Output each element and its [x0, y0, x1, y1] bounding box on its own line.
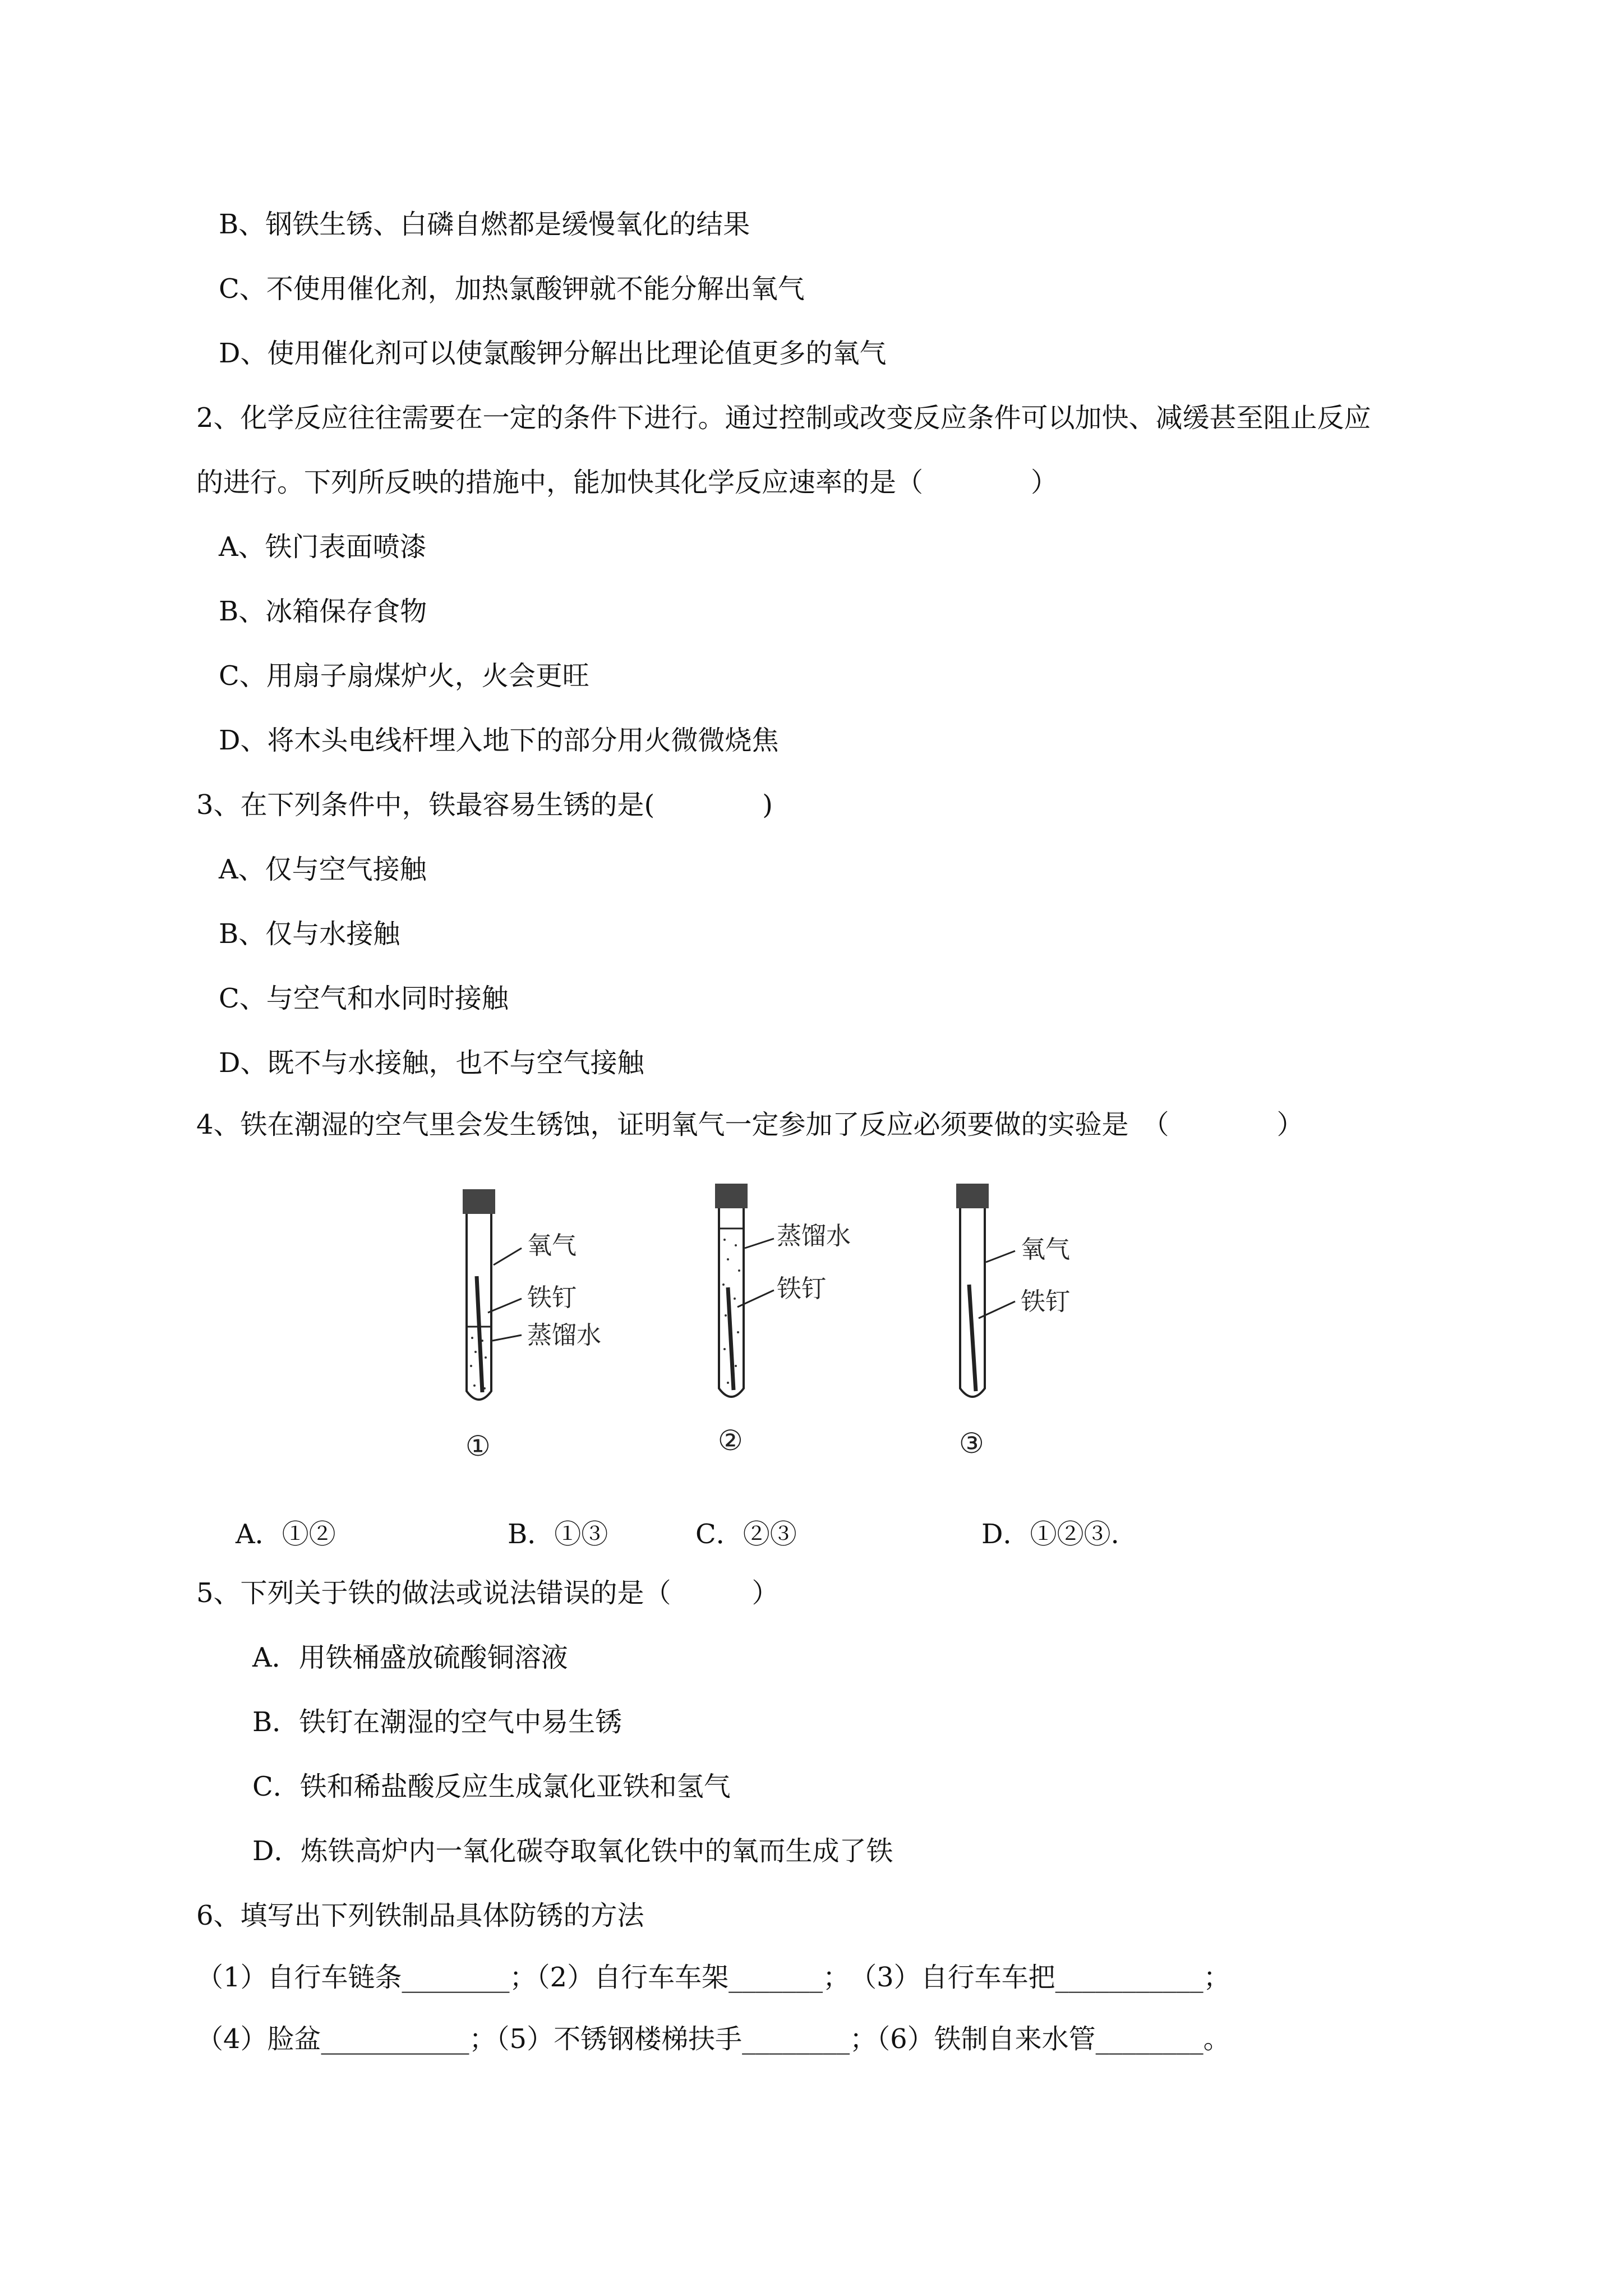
q3-stem: 3、在下列条件中，铁最容易生锈的是( ): [196, 789, 773, 821]
tube1-label-3: 蒸馏水: [527, 1321, 601, 1350]
iron-nail-3: [969, 1285, 976, 1391]
q2-option-d: D、将木头电线杆埋入地下的部分用火微微烧焦: [219, 725, 779, 756]
q6-stem: 6、填写出下列铁制品具体防锈的方法: [196, 1900, 644, 1931]
q4-option-b: B．①③: [508, 1519, 608, 1550]
q5-option-d: D．炼铁高炉内一氧化碳夺取氧化铁中的氧而生成了铁: [252, 1835, 893, 1867]
q1-option-c: C、不使用催化剂，加热氯酸钾就不能分解出氧气: [219, 273, 805, 305]
q3-option-a: A、仅与空气接触: [219, 854, 427, 885]
tube2-label-2: 铁钉: [777, 1274, 826, 1303]
q4-option-a: A．①②: [236, 1519, 336, 1550]
q4-option-c: C．②③: [695, 1519, 797, 1550]
q2-option-b: B、冰箱保存食物: [219, 596, 427, 627]
tube3-number: ③: [959, 1427, 984, 1460]
stopper-3: [956, 1184, 989, 1208]
q6-row-2: （4）脸盆___________；（5）不锈钢楼梯扶手________；（6）铁制自来水管________。: [196, 2023, 1230, 2055]
q5-option-b: B．铁钉在潮湿的空气中易生锈: [252, 1706, 623, 1738]
tube-2: [715, 1184, 851, 1457]
stopper-1: [463, 1189, 495, 1214]
q2-option-c: C、用扇子扇煤炉火，火会更旺: [219, 660, 589, 692]
q5-option-a: A．用铁桶盛放硫酸铜溶液: [252, 1642, 568, 1673]
test-tube-figure: [437, 1172, 1166, 1487]
q2-stem-line2: 的进行。下列所反映的措施中，能加快其化学反应速率的是（ ）: [196, 467, 1058, 498]
tube3-label-1: 氧气: [1021, 1235, 1070, 1264]
iron-nail-2: [728, 1287, 734, 1390]
tube3-label-2: 铁钉: [1021, 1287, 1070, 1316]
q5-option-c: C．铁和稀盐酸反应生成氯化亚铁和氢气: [252, 1771, 731, 1802]
q5-stem: 5、下列关于铁的做法或说法错误的是（ ）: [196, 1577, 779, 1609]
q3-option-d: D、既不与水接触，也不与空气接触: [219, 1047, 644, 1079]
q2-stem-line1: 2、化学反应往往需要在一定的条件下进行。通过控制或改变反应条件可以加快、减缓甚至阻止反应: [196, 402, 1371, 434]
tube2-number: ②: [718, 1424, 743, 1457]
q3-option-c: C、与空气和水同时接触: [219, 983, 509, 1014]
q1-option-b: B、钢铁生锈、白磷自燃都是缓慢氧化的结果: [219, 209, 750, 240]
tube2-label-1: 蒸馏水: [777, 1222, 851, 1250]
tube-1: [463, 1189, 601, 1462]
q4-stem: 4、铁在潮湿的空气里会发生锈蚀，证明氧气一定参加了反应必须要做的实验是 （ ）: [196, 1109, 1304, 1140]
tube1-label-2: 铁钉: [527, 1283, 577, 1312]
q4-option-d: D．①②③.: [981, 1519, 1119, 1550]
stopper-2: [715, 1184, 748, 1208]
tube-3: [956, 1184, 1070, 1460]
q1-option-d: D、使用催化剂可以使氯酸钾分解出比理论值更多的氧气: [219, 338, 887, 369]
q3-option-b: B、仅与水接触: [219, 918, 400, 950]
tube1-number: ①: [465, 1430, 491, 1462]
q2-option-a: A、铁门表面喷漆: [219, 531, 427, 563]
tube1-label-1: 氧气: [527, 1231, 577, 1260]
q6-row-1: （1）自行车链条________；（2）自行车车架_______； （3）自行车车把___________；: [196, 1962, 1230, 1993]
iron-nail-1: [477, 1276, 482, 1392]
